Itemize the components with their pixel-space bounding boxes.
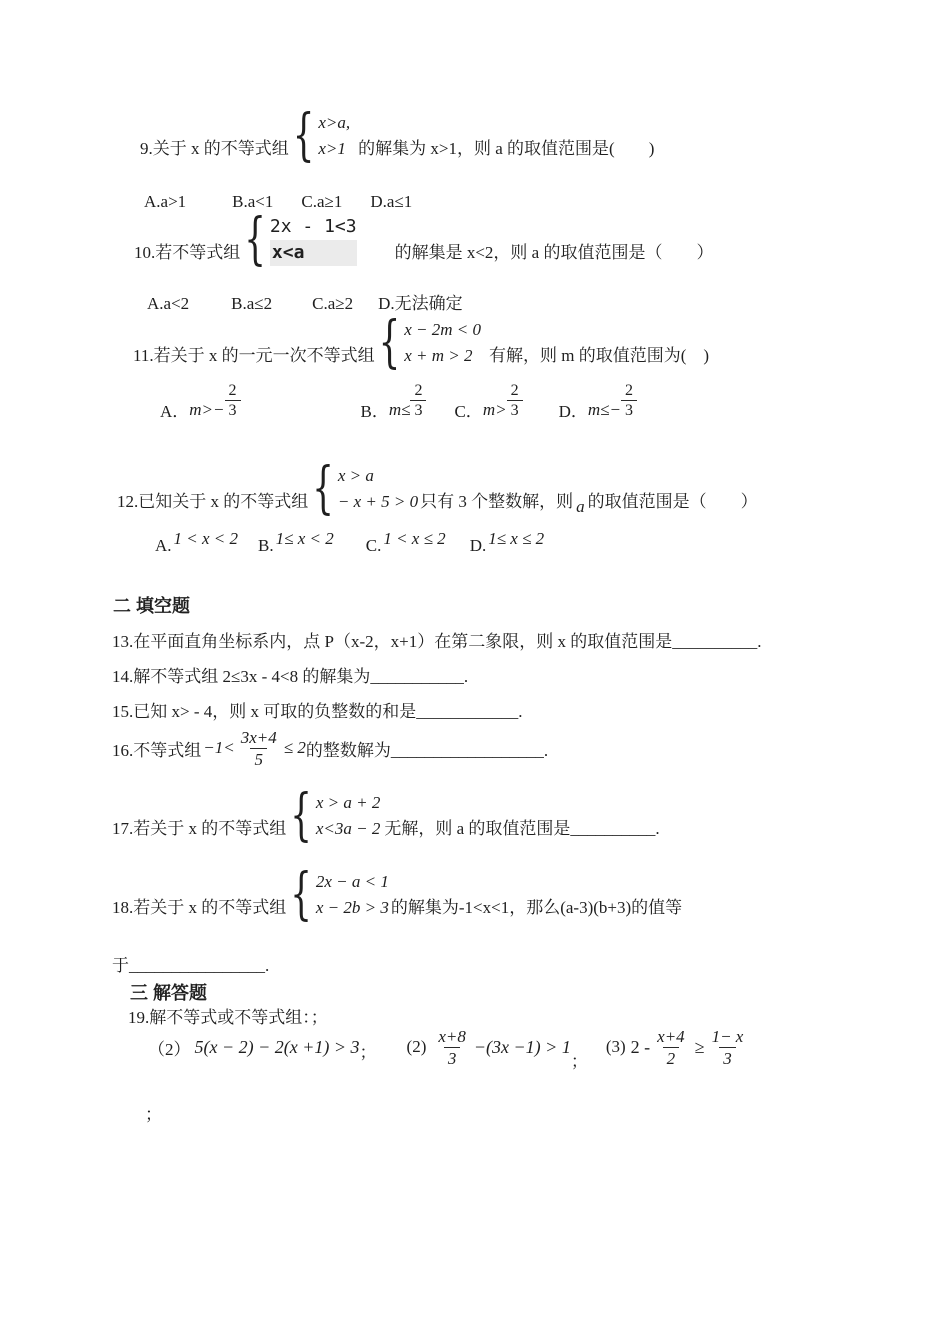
question-12 — [117, 456, 758, 522]
fraction — [621, 381, 637, 420]
system-rows — [316, 790, 381, 842]
option-label: C. — [365, 536, 382, 555]
problem-3 — [606, 1026, 748, 1069]
question-9 — [140, 103, 655, 169]
fraction-denominator: 3 — [444, 1047, 461, 1069]
option-c — [454, 382, 522, 429]
problem-2-label: (2) — [406, 1037, 427, 1056]
option-label: B. — [258, 536, 274, 555]
option-label: C． — [454, 402, 483, 421]
system-top-row: x > a — [337, 466, 374, 485]
question-16-post: 的整数解为__________________. — [305, 740, 549, 760]
question-16-pre: 16.不等式组 — [112, 740, 202, 760]
system-bottom-row: x>1 — [318, 139, 346, 158]
option-d: D.无法确定 — [378, 294, 463, 313]
question-17-system — [290, 783, 381, 849]
problem-1-math: 5(x − 2) − 2(x +1) > 3 — [194, 1036, 360, 1057]
question-15: 15.已知 x> - 4，则 x 可取的负整数的和是____________. — [112, 702, 523, 721]
question-16 — [112, 724, 548, 772]
option-math: 1 < x ≤ 2 — [383, 529, 446, 548]
system-bottom-row: x + m > 2 — [404, 346, 473, 365]
option-d: D.a≤1 — [370, 192, 413, 211]
question-10-options — [147, 292, 463, 316]
question-10-system — [244, 207, 357, 273]
option-label: D. — [469, 536, 487, 555]
option-inequality: m> — [482, 399, 507, 419]
question-12-system — [312, 456, 419, 522]
option-b — [258, 529, 334, 556]
fraction — [653, 1026, 689, 1069]
option-c: C.a≥1 — [301, 192, 343, 211]
fraction-numerator: 1− x — [711, 1026, 744, 1046]
option-label: B． — [360, 402, 389, 421]
question-19-title: 19.解不等式或不等式组：； — [128, 1008, 328, 1027]
problem-2 — [407, 1026, 588, 1069]
option-c — [365, 529, 446, 556]
fraction-numerator: 2 — [510, 382, 519, 399]
question-9-pre: 9.关于 x 的不等式组 — [140, 139, 289, 158]
system-rows — [404, 317, 481, 369]
question-17-post: 无解，则 a 的取值范围是__________. — [384, 819, 660, 838]
option-d — [469, 529, 545, 556]
left-brace-icon: { — [290, 862, 312, 928]
question-18-post: 的解集为-1<x<1，那么(a-3)(b+3)的值等 — [390, 898, 683, 917]
fraction-denominator: 3 — [719, 1047, 736, 1069]
question-14: 14.解不等式组 2≤3x - 4<8 的解集为___________. — [112, 667, 469, 686]
system-bottom-row: x<3a − 2 — [315, 819, 381, 838]
system-rows — [338, 463, 418, 515]
system-top-row: x > a + 2 — [315, 793, 381, 812]
option-math: 1≤ x ≤ 2 — [488, 529, 545, 548]
question-10 — [134, 207, 714, 273]
question-12-variable: a — [576, 497, 585, 516]
option-label: D． — [558, 402, 588, 421]
question-16-lead: −1< — [203, 738, 235, 757]
question-18 — [112, 862, 683, 928]
question-9-system — [292, 103, 351, 169]
problem-2-math: −(3x −1) > 1 — [473, 1036, 571, 1057]
problem-1-punct: ； — [359, 1042, 377, 1062]
question-12-options — [155, 529, 545, 556]
system-rows — [318, 110, 350, 162]
option-label: A． — [160, 402, 190, 421]
fraction — [708, 1026, 748, 1069]
question-11-pre: 11.若关于 x 的一元一次不等式组 — [133, 346, 375, 365]
question-12-mid: 只有 3 个整数解，则 — [420, 492, 574, 511]
option-a — [160, 382, 241, 429]
question-11 — [133, 310, 710, 376]
question-17 — [112, 783, 660, 849]
left-brace-icon: { — [378, 310, 401, 376]
question-10-pre: 10.若不等式组 — [134, 243, 241, 262]
problem-2-punct: ； — [570, 1051, 588, 1071]
problem-1-label: （2） — [148, 1039, 191, 1059]
fraction-denominator: 5 — [250, 748, 267, 770]
system-top-row: 2x - 1<3 — [269, 216, 357, 237]
question-13: 13.在平面直角坐标系内，点 P（x-2，x+1）在第二象限，则 x 的取值范围是__________. — [112, 632, 762, 651]
fraction-numerator: x+8 — [438, 1026, 466, 1046]
fraction — [410, 381, 426, 420]
fraction-denominator: 3 — [410, 400, 426, 420]
problem-3-relation: ≥ — [694, 1036, 705, 1057]
problem-3-label: (3) — [605, 1037, 626, 1056]
question-9-options — [144, 190, 412, 214]
fraction-numerator: 3x+4 — [240, 727, 277, 747]
left-brace-icon: { — [312, 456, 334, 522]
question-18-system — [290, 862, 389, 928]
question-17-pre: 17.若关于 x 的不等式组 — [112, 819, 287, 838]
option-inequality: m>− — [189, 399, 225, 419]
fraction — [237, 727, 281, 770]
option-a — [155, 529, 239, 556]
option-math: 1≤ x < 2 — [275, 529, 334, 548]
option-a: A.a<2 — [147, 294, 190, 313]
option-label: A. — [155, 536, 172, 555]
option-b: B.a≤2 — [231, 294, 273, 313]
fraction-denominator: 3 — [621, 400, 637, 420]
section-header-fill-in-blank: 二 填空题 — [113, 596, 191, 616]
system-bottom-row: x − 2b > 3 — [315, 898, 389, 917]
fraction-denominator: 3 — [507, 400, 523, 420]
option-b — [360, 382, 427, 429]
option-inequality: m≤ — [388, 399, 411, 419]
fraction-numerator: 2 — [624, 382, 633, 399]
system-top-row: x>a, — [318, 113, 351, 132]
option-math: 1 < x < 2 — [173, 529, 239, 548]
system-rows — [316, 869, 389, 921]
question-12-pre: 12.已知关于 x 的不等式组 — [117, 492, 309, 511]
option-a: A.a>1 — [144, 192, 187, 211]
system-bottom-row: x<a — [270, 240, 357, 266]
fraction-numerator: x+4 — [657, 1026, 685, 1046]
fraction-numerator: 2 — [228, 382, 237, 399]
question-16-tail: ≤ 2 — [283, 738, 306, 757]
fraction-denominator: 2 — [663, 1047, 680, 1069]
system-rows — [270, 214, 357, 266]
system-top-row: 2x − a < 1 — [315, 872, 389, 891]
system-top-row: x − 2m < 0 — [404, 320, 482, 339]
question-9-post: 的解集为 x>1，则 a 的取值范围是( ) — [358, 139, 655, 158]
problem-3-lead: 2 - — [630, 1036, 651, 1057]
question-11-options — [160, 382, 637, 429]
fraction-numerator: 2 — [414, 382, 423, 399]
left-brace-icon: { — [290, 783, 312, 849]
option-inequality: m≤− — [587, 399, 621, 419]
option-b: B.a<1 — [232, 192, 274, 211]
fraction — [225, 381, 241, 420]
problem-1 — [148, 1035, 377, 1060]
option-c: C.a≥2 — [312, 294, 354, 313]
left-brace-icon: { — [244, 207, 266, 273]
question-10-post: 的解集是 x<2，则 a 的取值范围是（ ） — [394, 243, 714, 262]
left-brace-icon: { — [292, 103, 315, 169]
question-12-post: 的取值范围是（ ） — [587, 492, 758, 511]
fraction — [434, 1026, 470, 1069]
question-11-post: 有解，则 m 的取值范围为( ) — [489, 346, 710, 365]
trailing-punctuation: ； — [145, 1105, 162, 1124]
question-19-problems — [148, 1018, 747, 1076]
option-d — [558, 382, 637, 429]
fraction — [507, 381, 523, 420]
question-18-pre: 18.若关于 x 的不等式组 — [112, 898, 287, 917]
system-bottom-row: − x + 5 > 0 — [337, 492, 419, 511]
question-11-system — [378, 310, 482, 376]
fraction-denominator: 3 — [225, 400, 241, 420]
question-18-continuation: 于________________. — [112, 956, 270, 975]
section-header-solve: 三 解答题 — [130, 983, 208, 1003]
